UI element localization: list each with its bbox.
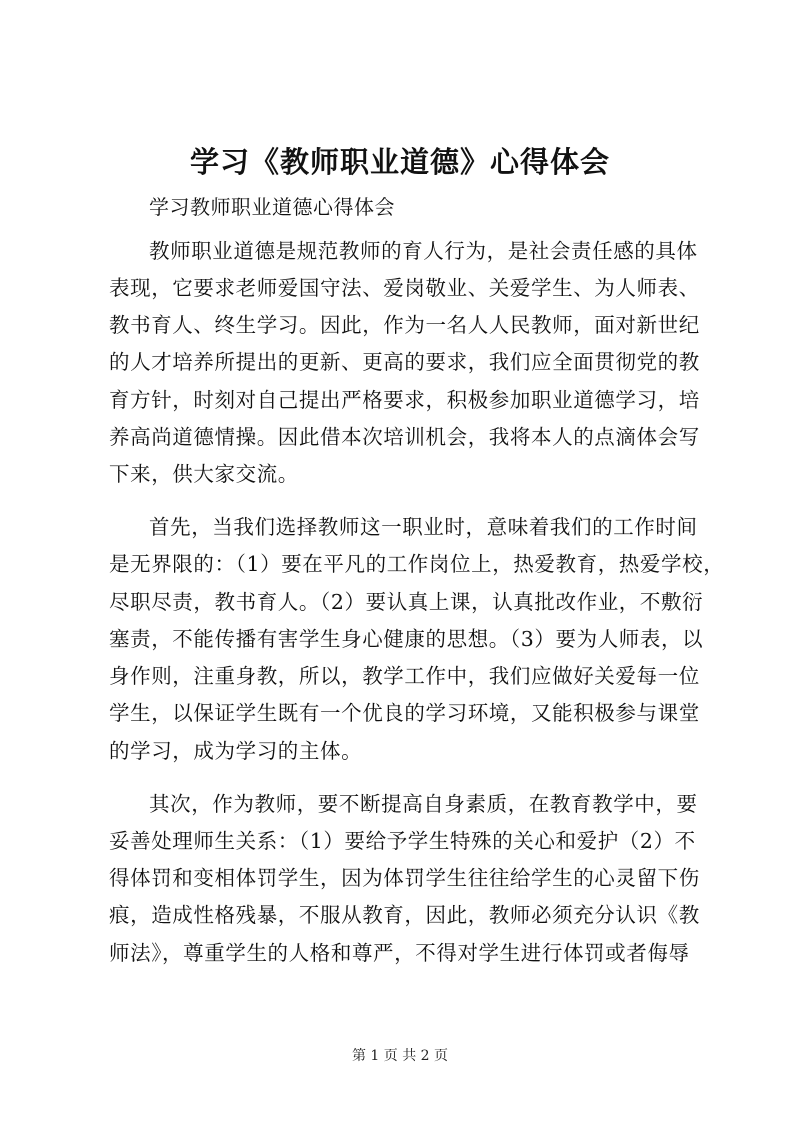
paragraph-line: 教师职业道德是规范教师的育人行为，是社会责任感的具体 xyxy=(149,239,698,263)
paragraph-line: 其次，作为教师，要不断提高自身素质，在教育教学中，要 xyxy=(149,792,698,816)
paragraph-line: 妥善处理师生关系：（1）要给予学生特殊的关心和爱护（2）不 xyxy=(109,829,696,853)
paragraph-line: 学生，以保证学生既有一个优良的学习环境，又能积极参与课堂 xyxy=(109,701,700,725)
paragraph-line: 身作则，注重身教，所以，教学工作中，我们应做好关爱每一位 xyxy=(109,664,700,688)
paragraph-line: 塞责，不能传播有害学生身心健康的思想。（3）要为人师表，以 xyxy=(109,627,704,651)
document-subtitle: 学习教师职业道德心得体会 xyxy=(149,195,395,219)
paragraph-line: 表现，它要求老师爱国守法、爱岗敬业、关爱学生、为人师表、 xyxy=(109,276,700,300)
paragraph-line: 育方针，时刻对自己提出严格要求，积极参加职业道德学习，培 xyxy=(109,388,700,412)
paragraph-line: 尽职尽责，教书育人。（2）要认真上课，认真批改作业，不敷衍 xyxy=(109,590,704,614)
paragraph-line: 痕，造成性格残暴，不服从教育，因此，教师必须充分认识《教 xyxy=(109,903,700,927)
paragraph-line: 教书育人、终生学习。因此，作为一名人人民教师，面对新世纪 xyxy=(109,313,700,337)
paragraph-line: 的学习，成为学习的主体。 xyxy=(109,739,363,763)
paragraph-line: 首先，当我们选择教师这一职业时，意味着我们的工作时间 xyxy=(149,515,698,539)
paragraph-line: 是无界限的：（1）要在平凡的工作岗位上，热爱教育，热爱学校， xyxy=(109,552,725,576)
paragraph-line: 下来，供大家交流。 xyxy=(109,462,299,486)
paragraph-line: 师法》，尊重学生的人格和尊严，不得对学生进行体罚或者侮辱 xyxy=(109,941,690,965)
paragraph-line: 的人才培养所提出的更新、更高的要求，我们应全面贯彻党的教 xyxy=(109,350,700,374)
document-title: 学习《教师职业道德》心得体会 xyxy=(189,145,610,179)
paragraph-line: 养高尚道德情操。因此借本次培训机会，我将本人的点滴体会写 xyxy=(109,425,700,449)
page-footer: 第 1 页 共 2 页 xyxy=(351,1048,449,1064)
paragraph-line: 得体罚和变相体罚学生，因为体罚学生往往给学生的心灵留下伤 xyxy=(109,866,700,890)
